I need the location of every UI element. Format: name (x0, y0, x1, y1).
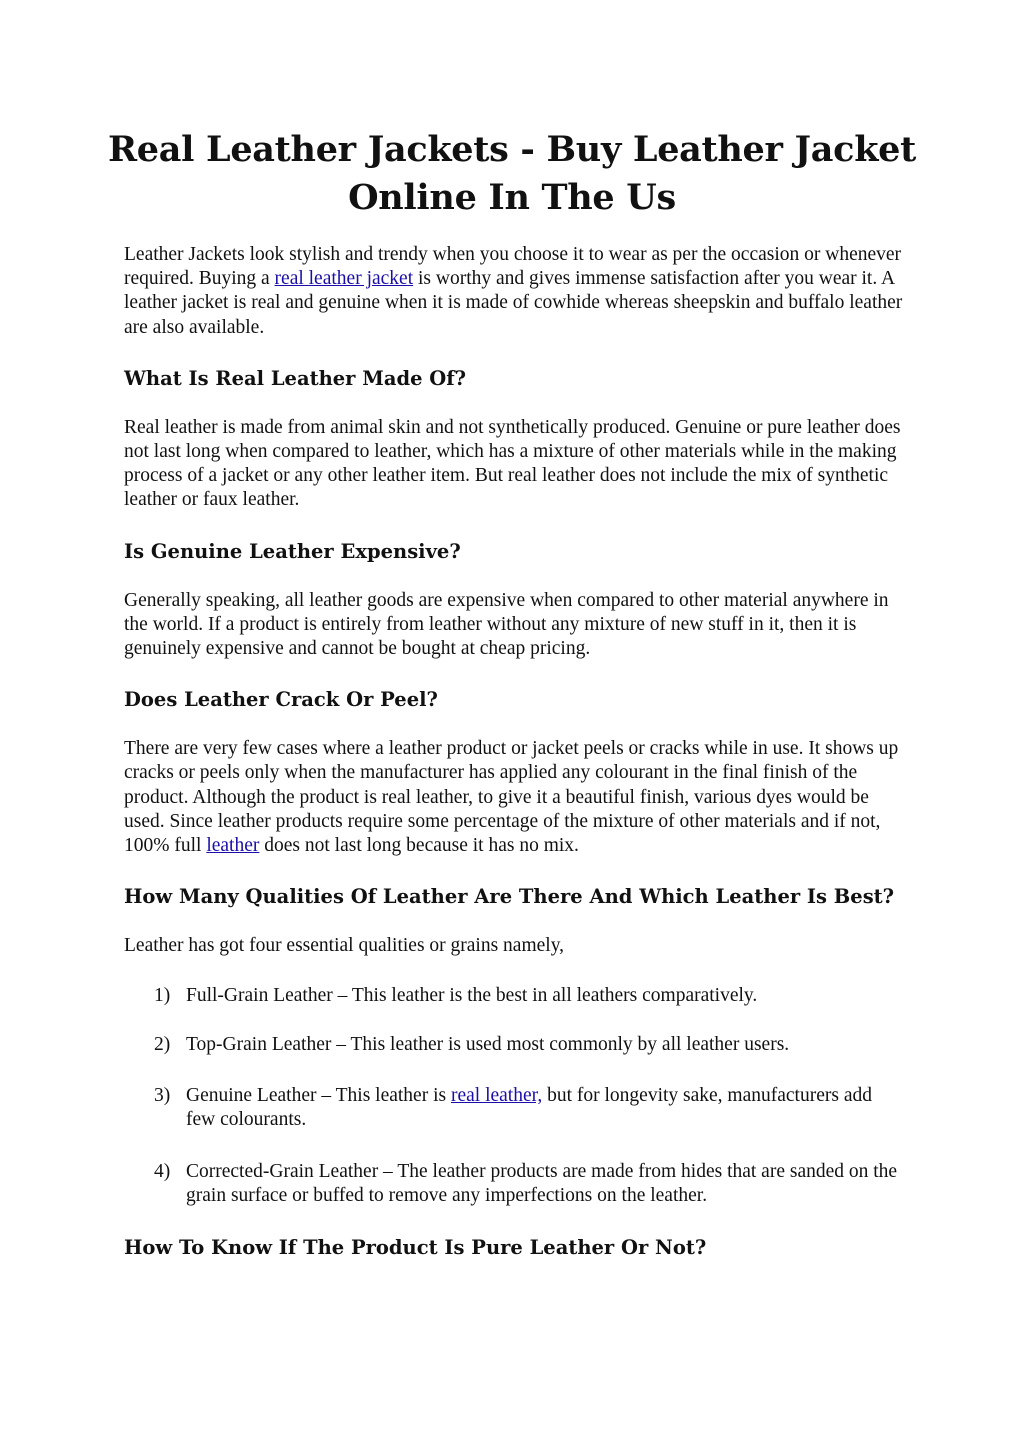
paragraph-crack-or-peel (124, 737, 904, 858)
list-item-text-end: but for longevity sake, manufacturers add few colourants. (186, 1084, 872, 1131)
leather-link[interactable]: leather (206, 835, 260, 857)
heading-what-is-real-leather: What Is Real Leather Made Of? (124, 366, 467, 390)
intro-paragraph (124, 243, 904, 340)
list-item (124, 1160, 904, 1208)
title-line-1: Real Leather Jackets - Buy Leather Jacket (108, 129, 916, 170)
list-item-text-start: Genuine Leather – This leather is (186, 1084, 451, 1106)
title-line-2: Online In The Us (348, 177, 676, 218)
heading-crack-or-peel: Does Leather Crack Or Peel? (124, 688, 438, 712)
list-item (124, 1033, 904, 1057)
heading-qualities-of-leather: How Many Qualities Of Leather Are There And Which Leather Is Best? (124, 885, 895, 909)
intro-text-end: is worthy and gives immense satisfaction after you wear it. A leather jacket is real and genuine when it is made of cowhide whereas sheepskin and buffalo leather are also available. (124, 268, 903, 338)
list-item (124, 1084, 904, 1132)
crack-text-start: There are very few cases where a leather product or jacket peels or cracks while in use. It shows up cracks or peels only when the manufacturer has applied any colourant in the final finish of the product. Although the product is real leather, to give it a beautiful finish, various dyes would be used. Since leather products require some percentage of the mixture of other materials and if not, 100% full (124, 738, 899, 857)
real-leather-jacket-link[interactable]: real leather jacket (274, 268, 414, 290)
heading-pure-leather: How To Know If The Product Is Pure Leather Or Not? (124, 1235, 707, 1259)
list-item-text: Corrected-Grain Leather – The leather products are made from hides that are sanded on the grain surface or buffed to remove any imperfections on the leather. (186, 1161, 898, 1207)
paragraph-expensive: Generally speaking, all leather goods are expensive when compared to other material anywhere in the world. If a product is entirely from leather without any mixture of new stuff in it, then it is genuinely expensive and cannot be bought at cheap pricing. (124, 589, 889, 660)
crack-text-end: does not last long because it has no mix. (259, 835, 579, 857)
real-leather-link[interactable]: real leather, (450, 1084, 543, 1106)
list-item-number: 1) (154, 985, 171, 1007)
list-item-number: 4) (154, 1161, 171, 1183)
qualities-list (124, 984, 904, 1208)
intro-text-start: Leather Jackets look stylish and trendy when you choose it to wear as per the occasion or whenever required. Buying a (124, 244, 902, 290)
document-body (124, 243, 904, 1261)
list-item-number: 2) (154, 1033, 171, 1055)
list-item-text: Top-Grain Leather – This leather is used most commonly by all leather users. (186, 1033, 790, 1055)
list-item-number: 3) (154, 1084, 171, 1106)
heading-genuine-expensive: Is Genuine Leather Expensive? (124, 539, 461, 563)
list-item-text: Full-Grain Leather – This leather is the best in all leathers comparatively. (186, 985, 758, 1007)
paragraph-made-of: Real leather is made from animal skin and not synthetically produced. Genuine or pure leather does not last long when compared to leather, which has a mixture of other materials while in the making process of a jacket or any other leather item. But real leather does not include the mix of synthetic leather or faux leather. (124, 416, 901, 511)
paragraph-qualities-intro: Leather has got four essential qualities or grains namely, (124, 935, 565, 957)
document-title (100, 126, 924, 222)
list-item (124, 984, 904, 1008)
